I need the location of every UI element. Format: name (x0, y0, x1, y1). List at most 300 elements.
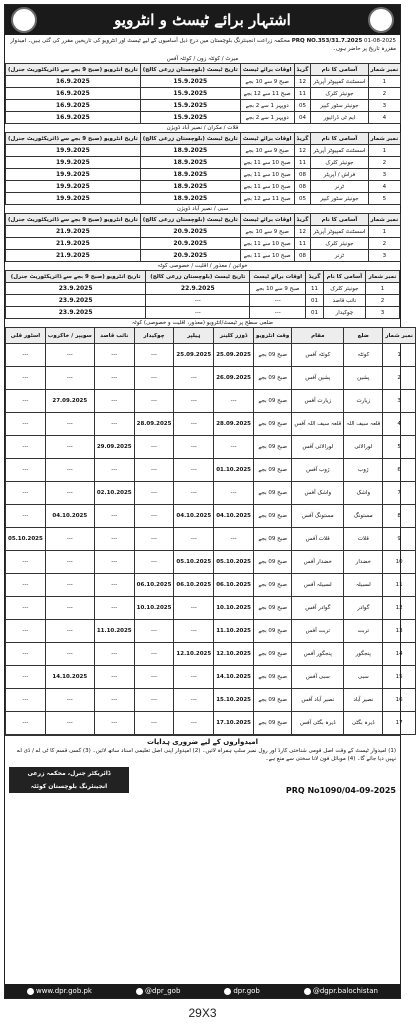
table-cell: --- (174, 620, 214, 643)
table-cell: --- (134, 620, 174, 643)
table-cell: 5 (383, 436, 416, 459)
table-cell: 19.9.2025 (6, 181, 141, 193)
table-cell: 9 (383, 528, 416, 551)
table-cell: مستونگ (344, 505, 383, 528)
table-cell: 06.10.2025 (174, 574, 214, 597)
table-cell: صبح 9 سے 10 بجے (250, 283, 306, 295)
section2-subtitle: قلات / مکران / نصیر آباد ڈویژن (166, 125, 239, 131)
table-row (6, 597, 416, 620)
table-cell: --- (6, 367, 46, 390)
table-row (6, 238, 401, 250)
table-cell: 05.10.2025 (214, 551, 254, 574)
table-cell: --- (134, 528, 174, 551)
table-cell: پنجگور (344, 643, 383, 666)
col-header: سویپر / خاکروب (45, 328, 94, 344)
page-title: اشتہار برائے ٹیسٹ و انٹرویو (114, 11, 291, 29)
table-cell: 04 (294, 112, 311, 124)
table-cell: --- (45, 413, 94, 436)
col-header: گریڈ (294, 64, 311, 76)
table-cell: --- (174, 367, 214, 390)
table-cell: --- (94, 551, 134, 574)
table-cell: صبح 11 سے 12 بجے (240, 193, 294, 205)
table-cell: 16.9.2025 (6, 100, 141, 112)
table-cell: تربت آفس (292, 620, 344, 643)
table-cell: 16.9.2025 (6, 112, 141, 124)
table-cell: --- (45, 528, 94, 551)
table-cell: اسسٹنٹ کمپیوٹر آپریٹر (311, 145, 368, 157)
instructions-heading: امیدواروں کے لیے ضروری ہدایات (147, 738, 258, 746)
col-header: اوقات برائے ٹیسٹ (240, 64, 294, 76)
table-cell: 01 (306, 295, 324, 307)
table-cell: صبح 09 بجے (254, 436, 292, 459)
col-header: نائب قاصد (94, 328, 134, 344)
table-cell: --- (45, 574, 94, 597)
table-cell: --- (45, 459, 94, 482)
table-cell: صبح 10 سے 11 بجے (240, 157, 294, 169)
table-cell: 19.9.2025 (6, 193, 141, 205)
table-cell: 4 (383, 413, 416, 436)
table-cell: --- (134, 551, 174, 574)
table-cell: 15.9.2025 (140, 112, 240, 124)
table-row (6, 193, 401, 205)
table-header-row (6, 328, 416, 344)
table-cell: جونیئر کلرک (311, 157, 368, 169)
section4-table (5, 270, 400, 319)
section3-subtitle: سبی / نصیر آباد ڈویژن (176, 206, 229, 212)
table-cell: صبح 09 بجے (254, 574, 292, 597)
col-header: تاریخ ٹیسٹ (بلوچستان زرعی کالج) (140, 214, 240, 226)
table-cell: 06.10.2025 (134, 574, 174, 597)
table-cell: 1 (366, 283, 400, 295)
table-cell: 3 (383, 390, 416, 413)
table-cell: صبح 09 بجے (254, 551, 292, 574)
table-cell: 2 (368, 88, 401, 100)
col-header: گریڈ (306, 271, 324, 283)
table-cell: 19.9.2025 (6, 157, 141, 169)
table-header-row (6, 133, 401, 145)
table-cell: 18.9.2025 (140, 145, 240, 157)
section4-body (6, 283, 400, 319)
table-row (6, 666, 416, 689)
table-cell: 3 (368, 100, 401, 112)
table-cell: 1 (383, 344, 416, 367)
table-cell: 27.09.2025 (45, 390, 94, 413)
table-cell: --- (134, 344, 174, 367)
table-cell: 11 (383, 574, 416, 597)
table-cell: صبح 09 بجے (254, 712, 292, 735)
table-header-row (6, 271, 400, 283)
table-row (6, 413, 416, 436)
table-cell: --- (94, 666, 134, 689)
youtube-icon (224, 988, 231, 995)
table-row (6, 169, 401, 181)
section1-subtitle: میرٹ / کوئٹہ زون / کوئٹہ آفس (166, 56, 239, 62)
social-bar (5, 984, 400, 998)
table-cell: ڈیرہ بگٹی آفس (292, 712, 344, 735)
intro-ref: PRQ NO.353/31.7.2025 (291, 38, 363, 44)
table-cell: 1 (368, 76, 401, 88)
table-cell: --- (94, 390, 134, 413)
section4-subtitle: خواتین / معذور / اقلیت / خصوصی کوٹہ (157, 263, 248, 269)
table-cell: مستونگ آفس (292, 505, 344, 528)
table-cell: صبح 09 بجے (254, 367, 292, 390)
table-cell: 7 (383, 482, 416, 505)
table-cell: 8 (383, 505, 416, 528)
col-header: تاریخ ٹیسٹ (بلوچستان زرعی کالج) (140, 133, 240, 145)
table-cell: 22.9.2025 (146, 283, 250, 295)
table-cell: 15.9.2025 (140, 100, 240, 112)
instructions-text: (1) امیدوار ٹیسٹ کے وقت اصل قومی شناختی کارڈ اور رول نمبر سلپ ہمراہ لائیں۔ (2) امیدوار اپنی اصل تعلیمی اسناد ساتھ لائیں۔ (3) کسی قسم کا ٹی اے / ڈی اے نہیں دیا جائے گا۔ (4) موبائل فون لانا سختی سے منع ہے۔ (17, 748, 396, 762)
table-row (6, 76, 401, 88)
table-cell: نائب قاصد (323, 295, 365, 307)
table-cell: --- (134, 436, 174, 459)
table-row (6, 145, 401, 157)
table-cell: 18.9.2025 (140, 157, 240, 169)
table-cell: اسسٹنٹ کمپیوٹر آپریٹر (311, 76, 368, 88)
table-cell: 25.09.2025 (174, 344, 214, 367)
table-cell: 4 (368, 181, 401, 193)
table-cell: --- (6, 620, 46, 643)
image-code: 29X3 (188, 1006, 217, 1020)
table-row (6, 436, 416, 459)
table-cell: 02.10.2025 (94, 482, 134, 505)
table-row (6, 551, 416, 574)
table-cell: --- (6, 505, 46, 528)
table-cell: 12 (294, 145, 311, 157)
table-cell: --- (134, 643, 174, 666)
table-cell: --- (214, 482, 254, 505)
table-cell: 12.10.2025 (174, 643, 214, 666)
table-cell: 2 (383, 367, 416, 390)
table-cell: 14.10.2025 (214, 666, 254, 689)
table-cell: --- (6, 413, 46, 436)
table-cell: 10 (383, 551, 416, 574)
table-cell: 21.9.2025 (6, 238, 141, 250)
table-cell: 05 (294, 193, 311, 205)
table-cell: --- (45, 482, 94, 505)
table-cell: کوئٹہ (344, 344, 383, 367)
table-cell: --- (134, 505, 174, 528)
table-cell: 05 (294, 100, 311, 112)
intro-text: محکمہ زراعت انجینئرنگ بلوچستان میں درج ذیل آسامیوں کے لیے ٹیسٹ اور انٹرویو کی تاریخیں مقرر کی گئی ہیں۔ امیدوار مقررہ تاریخ پر حاضر ہوں۔ (10, 38, 396, 52)
table-cell: 19.9.2025 (6, 145, 141, 157)
table-cell: تربت (344, 620, 383, 643)
table-cell: صبح 09 بجے (254, 620, 292, 643)
table-cell: --- (6, 551, 46, 574)
table-cell: --- (146, 295, 250, 307)
col-header: نمبر شمار (368, 214, 401, 226)
government-logo-icon (11, 7, 37, 33)
table-cell: ایم ٹی ڈرائیور (311, 112, 368, 124)
table-cell: صبح 10 سے 11 بجے (240, 169, 294, 181)
table-cell: 15 (383, 666, 416, 689)
col-header: تاریخ انٹرویو (صبح 9 بجے سے ڈائریکٹوریٹ جنرل) (6, 271, 146, 283)
twitter-label: @dpr_gob (144, 987, 181, 995)
section3-table (5, 213, 401, 262)
table-cell: دوپہر 1 سے 2 بجے (240, 100, 294, 112)
table-cell: --- (45, 551, 94, 574)
col-header: تاریخ انٹرویو (صبح 9 بجے سے ڈائریکٹوریٹ جنرل) (6, 64, 141, 76)
table-cell: --- (6, 344, 46, 367)
table-cell: سبی (344, 666, 383, 689)
table-cell: صبح 09 بجے (254, 344, 292, 367)
table-cell: 23.9.2025 (6, 307, 146, 319)
table-cell: پشین آفس (292, 367, 344, 390)
prq-number: PRQ No1090/04-09-2025 (285, 786, 396, 795)
section5-body (6, 344, 416, 735)
table-cell: --- (174, 390, 214, 413)
table-cell: 18.9.2025 (140, 193, 240, 205)
table-cell: 14.10.2025 (45, 666, 94, 689)
department-logo-icon (368, 7, 394, 33)
table-cell: --- (94, 367, 134, 390)
table-cell: --- (214, 436, 254, 459)
col-header: اوقات برائے ٹیسٹ (250, 271, 306, 283)
table-cell: 2 (368, 157, 401, 169)
table-cell: --- (6, 574, 46, 597)
header (5, 5, 400, 35)
col-header: ڈوزر کلینر (214, 328, 254, 344)
table-row (6, 459, 416, 482)
table-row (6, 689, 416, 712)
table-cell: 06.10.2025 (214, 574, 254, 597)
col-header: اوقات برائے ٹیسٹ (240, 214, 294, 226)
table-cell: صبح 11 سے 12 بجے (240, 88, 294, 100)
col-header: تاریخ ٹیسٹ (بلوچستان زرعی کالج) (146, 271, 250, 283)
table-cell: 2 (368, 238, 401, 250)
table-cell: 1 (368, 145, 401, 157)
table-cell: --- (94, 413, 134, 436)
table-cell: 6 (383, 459, 416, 482)
table-cell: 21.9.2025 (6, 226, 141, 238)
col-header: چوکیدار (134, 328, 174, 344)
facebook-label: @dgpr.balochistan (312, 987, 378, 995)
table-cell: 28.09.2025 (214, 413, 254, 436)
table-cell: قلعہ سیف اللہ آفس (292, 413, 344, 436)
table-cell: زیارت آفس (292, 390, 344, 413)
table-cell: --- (94, 597, 134, 620)
table-cell: صبح 10 سے 11 بجے (240, 250, 294, 262)
section5-subtitle: ضلعی سطح پر ٹیسٹ/انٹرویو (معذور، اقلیت و خصوصی) کوٹہ (131, 320, 274, 326)
table-cell: صبح 09 بجے (254, 643, 292, 666)
table-cell: قلعہ سیف اللہ (344, 413, 383, 436)
table-cell: 3 (368, 169, 401, 181)
table-cell: جونیئر کلرک (311, 88, 368, 100)
table-cell: زیارت (344, 390, 383, 413)
table-cell: 01.10.2025 (214, 459, 254, 482)
table-cell: --- (174, 689, 214, 712)
table-row (6, 295, 400, 307)
table-cell: --- (6, 390, 46, 413)
table-cell: --- (134, 367, 174, 390)
table-cell: ٹرنر (311, 250, 368, 262)
table-cell: صبح 9 سے 10 بجے (240, 145, 294, 157)
table-row (6, 505, 416, 528)
website-label: www.dpr.gob.pk (35, 987, 92, 995)
facebook-link[interactable] (304, 987, 378, 995)
col-header: نمبر شمار (366, 271, 400, 283)
twitter-link[interactable] (136, 987, 180, 995)
table-cell: 08 (294, 169, 311, 181)
table-cell: 4 (368, 112, 401, 124)
table-cell: --- (250, 295, 306, 307)
col-header: ہیلپر (174, 328, 214, 344)
table-cell: 21.9.2025 (6, 250, 141, 262)
table-cell: --- (214, 390, 254, 413)
col-header: نمبر شمار (368, 133, 401, 145)
table-row (6, 226, 401, 238)
table-cell: 19.9.2025 (6, 169, 141, 181)
table-row (6, 157, 401, 169)
table-cell: گوادر آفس (292, 597, 344, 620)
table-cell: صبح 09 بجے (254, 597, 292, 620)
table-row (6, 482, 416, 505)
instructions (5, 735, 400, 765)
table-header-row (6, 64, 401, 76)
table-cell: پنجگور آفس (292, 643, 344, 666)
table-cell: --- (94, 528, 134, 551)
table-row (6, 712, 416, 735)
table-cell: --- (250, 307, 306, 319)
table-cell: 18.9.2025 (140, 181, 240, 193)
table-cell: ژوب (344, 459, 383, 482)
table-cell: جونیئر سٹور کیپر (311, 100, 368, 112)
table-cell: --- (6, 459, 46, 482)
table-cell: 16 (383, 689, 416, 712)
table-cell: --- (94, 459, 134, 482)
table-cell: لسبیلہ (344, 574, 383, 597)
table-cell: واشک (344, 482, 383, 505)
table-cell: صبح 09 بجے (254, 689, 292, 712)
table-cell: --- (174, 482, 214, 505)
table-cell: --- (94, 344, 134, 367)
table-cell: --- (94, 574, 134, 597)
table-cell: کوئٹہ آفس (292, 344, 344, 367)
table-row (6, 390, 416, 413)
table-cell: نصیر آباد (344, 689, 383, 712)
table-cell: --- (174, 413, 214, 436)
table-cell: --- (134, 459, 174, 482)
table-cell: 23.9.2025 (6, 295, 146, 307)
table-cell: 3 (366, 307, 400, 319)
table-cell: صبح 10 سے 11 بجے (240, 181, 294, 193)
table-cell: 11.10.2025 (214, 620, 254, 643)
table-cell: --- (6, 436, 46, 459)
table-cell: 15.9.2025 (140, 76, 240, 88)
section2-body (6, 145, 401, 205)
table-cell: لورالائی آفس (292, 436, 344, 459)
table-cell: صبح 09 بجے (254, 505, 292, 528)
table-cell: 14 (383, 643, 416, 666)
table-cell: 16.9.2025 (6, 76, 141, 88)
table-cell: گوادر (344, 597, 383, 620)
table-cell: --- (45, 620, 94, 643)
col-header: تاریخ انٹرویو (صبح 9 بجے سے ڈائریکٹوریٹ جنرل) (6, 214, 141, 226)
advertisement-page (4, 4, 413, 999)
table-cell: 18.9.2025 (140, 169, 240, 181)
youtube-link[interactable] (224, 987, 260, 995)
table-cell: --- (45, 712, 94, 735)
table-cell: 10.10.2025 (134, 597, 174, 620)
footer (5, 765, 400, 797)
table-cell: 10.10.2025 (214, 597, 254, 620)
table-cell: --- (45, 367, 94, 390)
table-cell: 29.09.2025 (94, 436, 134, 459)
table-row (6, 574, 416, 597)
website-link[interactable] (27, 987, 92, 995)
table-cell: صبح 09 بجے (254, 413, 292, 436)
table-row (6, 307, 400, 319)
section3-body (6, 226, 401, 262)
table-cell: فراش / آپریٹر (311, 169, 368, 181)
col-header: ضلع (344, 328, 383, 344)
table-cell: --- (134, 712, 174, 735)
col-header: گریڈ (294, 133, 311, 145)
table-cell: --- (94, 505, 134, 528)
intro-paragraph (5, 35, 400, 55)
table-cell: 25.09.2025 (214, 344, 254, 367)
table-cell: لورالائی (344, 436, 383, 459)
globe-icon (27, 988, 34, 995)
table-cell: --- (45, 689, 94, 712)
table-cell: 11.10.2025 (94, 620, 134, 643)
table-cell: قلات آفس (292, 528, 344, 551)
table-cell: --- (45, 643, 94, 666)
table-cell: لسبیلہ آفس (292, 574, 344, 597)
table-cell: 08 (294, 181, 311, 193)
table-cell: --- (45, 436, 94, 459)
table-cell: 13 (383, 620, 416, 643)
table-cell: جونیئر کلرک (323, 283, 365, 295)
table-row (6, 250, 401, 262)
table-cell: --- (134, 390, 174, 413)
facebook-icon (304, 988, 311, 995)
table-cell: خضدار (344, 551, 383, 574)
table-cell: 11 (294, 238, 311, 250)
table-cell: جونیئر کلرک (311, 238, 368, 250)
twitter-icon (136, 988, 143, 995)
table-cell: 05.10.2025 (6, 528, 46, 551)
section2-table (5, 132, 401, 205)
table-cell: --- (174, 712, 214, 735)
table-cell: 11 (294, 88, 311, 100)
table-cell: --- (45, 344, 94, 367)
table-cell: --- (174, 436, 214, 459)
table-cell: صبح 09 بجے (254, 390, 292, 413)
table-cell: --- (94, 712, 134, 735)
table-cell: اسسٹنٹ کمپیوٹر آپریٹر (311, 226, 368, 238)
table-cell: 11 (306, 283, 324, 295)
table-row (6, 528, 416, 551)
table-cell: 08 (294, 250, 311, 262)
table-cell: 04.10.2025 (214, 505, 254, 528)
table-row (6, 620, 416, 643)
table-cell: --- (174, 459, 214, 482)
table-cell: ٹرنر (311, 181, 368, 193)
table-row (6, 181, 401, 193)
col-header: وقت انٹرویو (254, 328, 292, 344)
table-cell: چوکیدار (323, 307, 365, 319)
table-row (6, 367, 416, 390)
section1-body (6, 76, 401, 124)
table-cell: --- (6, 689, 46, 712)
table-cell: صبح 09 بجے (254, 666, 292, 689)
table-cell: 20.9.2025 (140, 226, 240, 238)
table-cell: 12 (383, 597, 416, 620)
table-cell: --- (214, 528, 254, 551)
table-cell: صبح 09 بجے (254, 482, 292, 505)
table-row (6, 283, 400, 295)
